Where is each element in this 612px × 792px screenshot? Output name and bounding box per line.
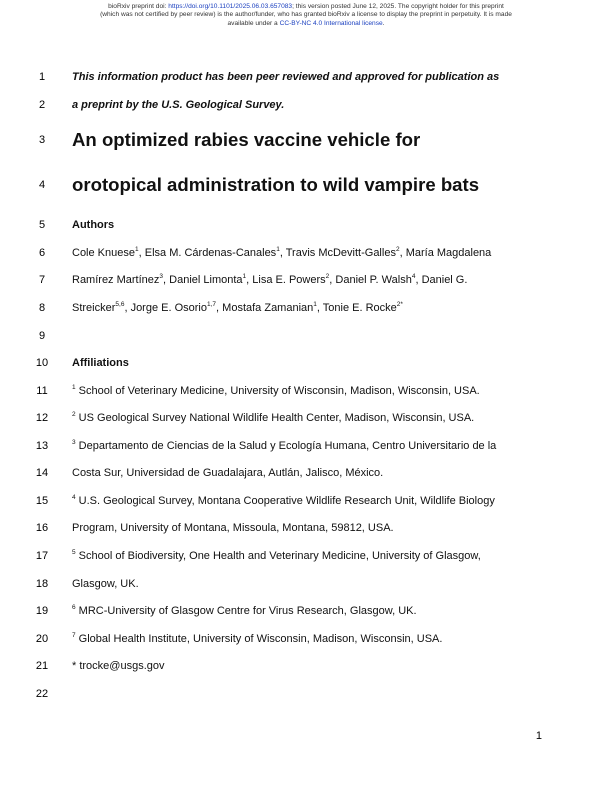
affiliation-marker: 2 [325,273,330,280]
header-line-1 [40,3,572,11]
line-number: 7 [38,274,46,286]
header-line-2: (which was not certified by peer review) is the author/funder, who has granted bioRxiv a license to display the preprint in perpetuity. It is made [100,11,512,19]
affiliation-marker: 1 [72,384,76,391]
line-number: 12 [35,412,49,424]
affiliation-marker: 1,7 [207,301,217,308]
affiliation-marker: 1 [135,246,139,253]
line-number: 1 [38,71,46,83]
affiliation-marker: 5,6 [115,301,125,308]
authors-heading: Authors [72,219,115,231]
corresponding-email[interactable]: * trocke@usgs.gov [72,660,165,672]
affiliation: Glasgow, UK. [72,578,139,590]
affiliation: Costa Sur, Universidad de Guadalajara, Autlán, Jalisco, México. [72,467,384,479]
line-number: 19 [35,605,49,617]
affiliation-marker: 1 [276,246,280,253]
line-number: 13 [35,440,49,452]
affiliation-marker: 1 [242,273,247,280]
header-line-3 [40,20,572,28]
affiliation-marker: 7 [72,632,76,639]
line-number: 15 [35,495,49,507]
header-version-note: ; this version posted June 12, 2025. The copyright holder for this preprint [292,3,504,10]
line-number: 14 [35,467,49,479]
line-number: 17 [35,550,49,562]
affiliation: $^4$ U.S. Geological Survey, Montana Cooperative Wildlife Research Unit, Wildlife Biology [72,494,495,507]
affiliation-marker: 4 [411,273,416,280]
affiliation: $^5$ School of Biodiversity, One Health and Veterinary Medicine, University of Glasgow, [72,549,481,562]
affiliation-marker: 2* [396,301,403,308]
preprint-header [40,3,572,28]
affiliation-marker: 2 [395,246,400,253]
affiliation: $^6$ MRC-University of Glasgow Centre for Virus Research, Glasgow, UK. [72,604,417,617]
affiliation-marker: 6 [72,604,76,611]
line-number: 22 [35,688,49,700]
article-title: orotopical administration to wild vampire bats [72,174,480,195]
affiliation-marker: 3 [159,273,164,280]
affiliation: Program, University of Montana, Missoula, Montana, 59812, USA. [72,522,394,534]
affiliation: $^3$ Departamento de Ciencias de la Salud y Ecología Humana, Centro Universitario de la [72,439,497,452]
line-number: 11 [36,385,48,397]
affiliation-marker: 3 [72,439,76,446]
author-list: Streicker$^{5,6}$, Jorge E. Osorio$^{1,7}$, Mostafa Zamanian$^1$, Tonie E. Rocke$^{2*}$ [72,301,403,314]
affiliation-marker: 1 [313,301,317,308]
header-license-prefix: available under a [227,19,278,27]
affiliation: $^1$ School of Veterinary Medicine, University of Wisconsin, Madison, Wisconsin, USA. [72,384,480,397]
affiliations-heading: Affiliations [72,357,129,369]
doi-link[interactable]: https://doi.org/10.1101/2025.06.03.657083 [168,3,293,10]
line-number: 21 [35,660,49,672]
line-number: 3 [38,134,46,146]
line-number: 5 [38,219,46,231]
affiliation: $^7$ Global Health Institute, University of Wisconsin, Madison, Wisconsin, USA. [72,632,443,645]
article-title: An optimized rabies vaccine vehicle for [72,129,421,150]
line-number: 18 [35,578,49,590]
line-number: 2 [38,99,46,111]
review-statement: a preprint by the U.S. Geological Survey. [72,99,285,111]
author-list: Cole Knuese$^1$, Elsa M. Cárdenas-Canales$^1$, Travis McDevitt-Galles$^2$, María Magdalena [72,246,492,259]
line-number: 9 [38,330,46,342]
review-statement: This information product has been peer reviewed and approved for publication as [72,71,500,83]
line-number: 6 [38,247,46,259]
line-number: 4 [38,179,46,191]
affiliation: $^2$ US Geological Survey National Wildlife Health Center, Madison, Wisconsin, USA. [72,411,475,424]
affiliation-marker: 2 [72,411,76,418]
affiliation-marker: 5 [72,549,76,556]
line-number: 8 [38,302,46,314]
page-number: 1 [535,730,542,742]
author-list: Ramírez Martínez$^3$, Daniel Limonta$^1$, Lisa E. Powers$^2$, Daniel P. Walsh$^4$, Daniel G. [72,273,468,286]
header-license-suffix: . [382,19,385,27]
line-number: 16 [35,522,49,534]
header-doi-prefix: bioRxiv preprint doi: [108,3,169,10]
line-number: 20 [35,633,49,645]
affiliation-marker: 4 [72,494,76,501]
line-number: 10 [35,357,49,369]
license-link[interactable]: CC-BY-NC 4.0 International license [279,19,383,27]
